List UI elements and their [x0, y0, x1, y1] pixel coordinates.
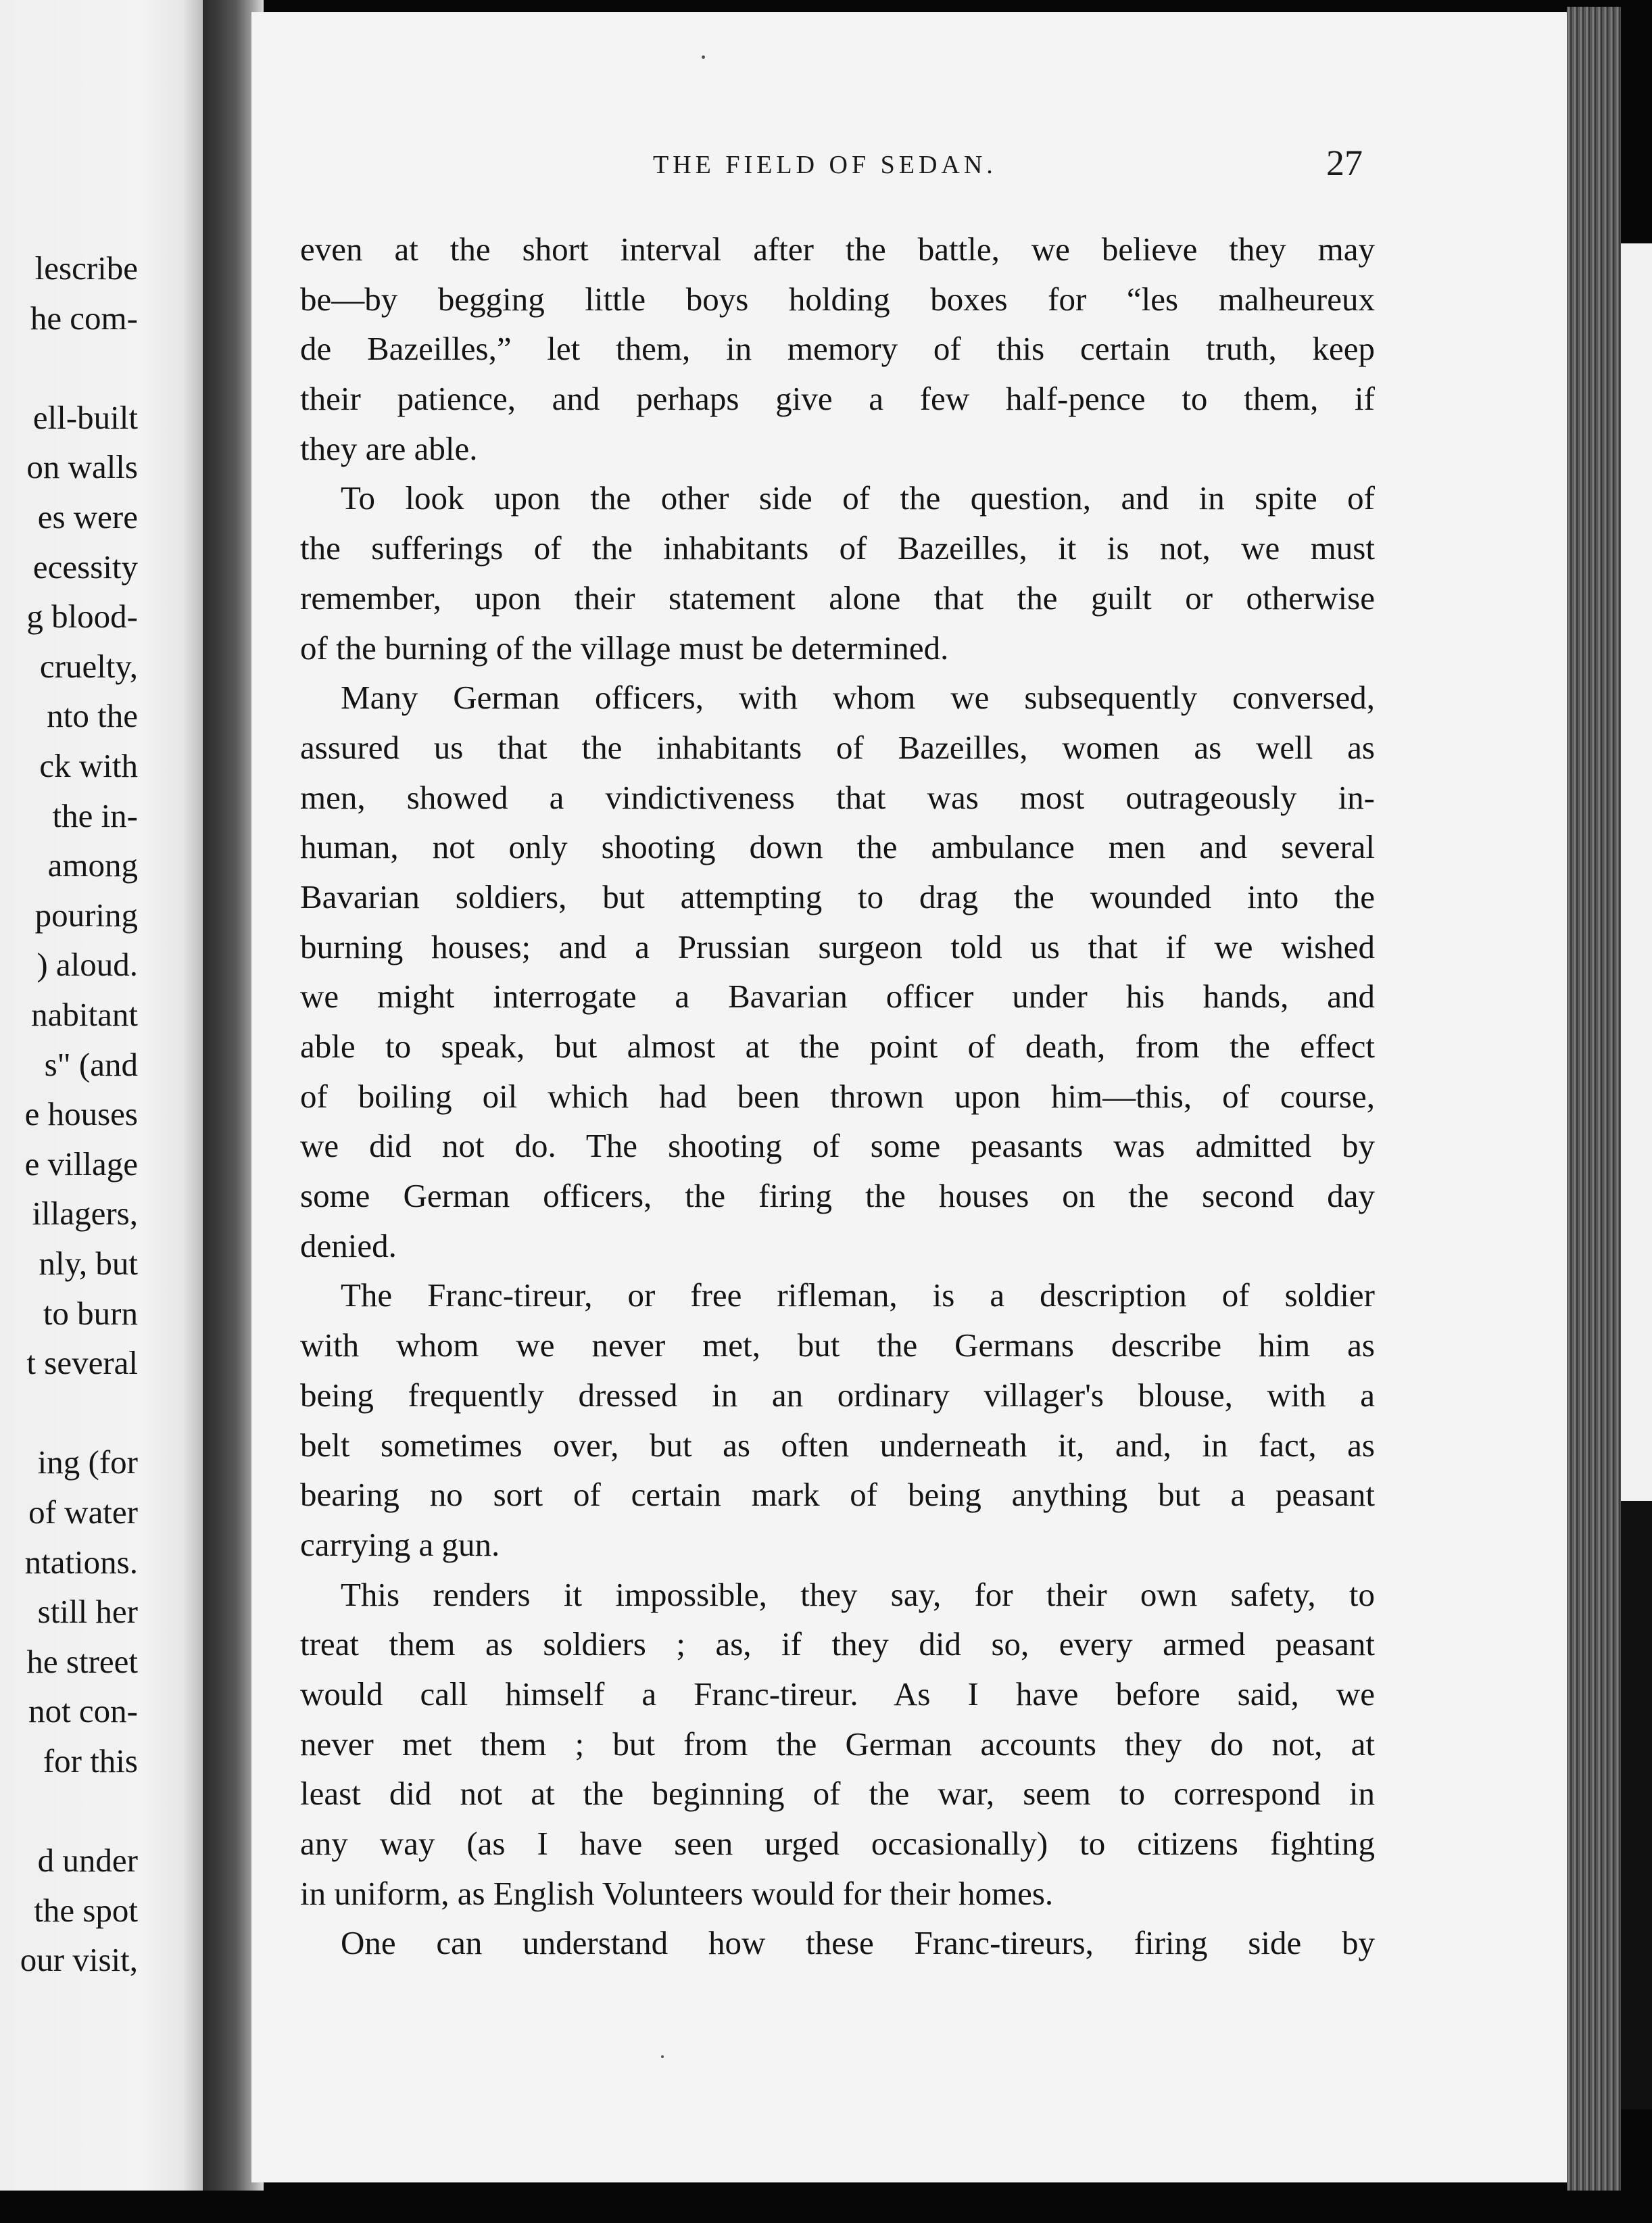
previous-page-line: the spot	[34, 1891, 138, 1929]
previous-page-line: to burn	[43, 1294, 138, 1332]
text-line: able to speak, but almost at the point of death, from the effect	[300, 1028, 1375, 1065]
previous-page-line: es were	[37, 498, 138, 535]
scan-speck	[702, 55, 705, 59]
text-line: they are able.	[300, 429, 478, 467]
previous-page-line: ecessity	[32, 548, 138, 585]
previous-page-line: ell-built	[32, 398, 138, 436]
text-line: burning houses; and a Prussian surgeon told us that if we wished	[300, 928, 1375, 965]
previous-page-line: pouring	[34, 896, 138, 934]
text-line: with whom we never met, but the Germans describe him as	[300, 1326, 1375, 1364]
text-line: be—by begging little boys holding boxes for “les malheureux	[300, 280, 1375, 318]
previous-page-line: nto the	[47, 697, 138, 735]
previous-page-line: he street	[26, 1642, 138, 1680]
text-line: Bavarian soldiers, but attempting to drag the wounded into the	[300, 878, 1375, 915]
previous-page-line: e houses	[24, 1095, 138, 1133]
previous-page-line: nabitant	[31, 996, 138, 1033]
text-line: we did not do. The shooting of some peasants was admitted by	[300, 1127, 1375, 1165]
text-line: some German officers, the firing the houses on the second day	[300, 1177, 1375, 1215]
previous-page-line: nly, but	[39, 1245, 138, 1282]
text-line: the sufferings of the inhabitants of Bazeilles, it is not, we must	[300, 529, 1375, 567]
text-line: any way (as I have seen urged occasionally) to citizens fighting	[300, 1825, 1375, 1862]
previous-page-line: among	[47, 846, 138, 884]
previous-page-line: g blood-	[26, 598, 138, 636]
previous-page-line: for this	[43, 1742, 138, 1779]
previous-page-line: ) aloud.	[37, 946, 138, 984]
previous-page-line: not con-	[28, 1692, 138, 1730]
text-line: would call himself a Franc-tireur. As I have before said, we	[300, 1675, 1375, 1713]
text-line: of the burning of the village must be determined.	[300, 629, 949, 667]
previous-page-line: ing (for	[37, 1443, 138, 1481]
text-line: This renders it impossible, they say, for their own safety, to	[341, 1575, 1375, 1613]
text-line: least did not at the beginning of the war, seem to correspond in	[300, 1775, 1375, 1813]
page-body-text	[300, 224, 1375, 1968]
previous-page-line: d under	[37, 1842, 138, 1880]
previous-page-line: s" (and	[44, 1045, 138, 1083]
page-number: 27	[1326, 143, 1363, 183]
text-line: The Franc-tireur, or free rifleman, is a description of soldier	[341, 1276, 1375, 1314]
text-line: in uniform, as English Volunteers would for their homes.	[300, 1874, 1054, 1912]
previous-page	[0, 0, 203, 2191]
previous-page-line: t several	[26, 1344, 138, 1382]
text-line: denied.	[300, 1226, 397, 1264]
previous-page-line: ntations.	[24, 1543, 138, 1581]
text-line: belt sometimes over, but as often underneath it, and, in fact, as	[300, 1426, 1375, 1464]
text-line: human, not only shooting down the ambulance men and several	[300, 828, 1375, 866]
text-line: never met them ; but from the German accounts they do not, at	[300, 1725, 1375, 1763]
previous-page-line: our visit,	[20, 1941, 138, 1979]
text-line: Many German officers, with whom we subsequently conversed,	[341, 679, 1375, 717]
previous-page-line: he com-	[30, 299, 138, 337]
text-line: bearing no sort of certain mark of being anything but a peasant	[300, 1476, 1375, 1514]
text-line: carrying a gun.	[300, 1525, 500, 1563]
text-line: assured us that the inhabitants of Bazeilles, women as well as	[300, 728, 1375, 766]
running-head: THE FIELD OF SEDAN.	[653, 151, 997, 179]
text-line: their patience, and perhaps give a few half-pence to them, if	[300, 380, 1375, 418]
previous-page-line: lescribe	[34, 249, 138, 287]
text-line: treat them as soldiers ; as, if they did so, every armed peasant	[300, 1625, 1375, 1663]
text-line: even at the short interval after the battle, we believe they may	[300, 231, 1375, 268]
previous-page-line: on walls	[26, 448, 138, 486]
text-line: men, showed a vindictiveness that was most outrageously in-	[300, 778, 1375, 816]
page-edge-highlight	[1621, 243, 1652, 1501]
text-line: To look upon the other side of the question, and in spite of	[341, 479, 1375, 517]
text-line: One can understand how these Franc-tireurs, firing side by	[341, 1924, 1375, 1962]
text-line: being frequently dressed in an ordinary villager's blouse, with a	[300, 1376, 1375, 1414]
scan-speck	[661, 2055, 664, 2058]
text-line: of boiling oil which had been thrown upon him—this, of course,	[300, 1077, 1375, 1115]
text-line: remember, upon their statement alone that the guilt or otherwise	[300, 579, 1375, 617]
text-line: we might interrogate a Bavarian officer under his hands, and	[300, 978, 1375, 1015]
previous-page-line: of water	[28, 1493, 138, 1531]
previous-page-line: ck with	[39, 747, 138, 784]
previous-page-line: still her	[37, 1593, 138, 1631]
previous-page-line: the in-	[52, 796, 138, 834]
text-line: de Bazeilles,” let them, in memory of this certain truth, keep	[300, 330, 1375, 368]
page-edges	[1567, 7, 1621, 2191]
previous-page-line: illagers,	[32, 1195, 138, 1233]
previous-page-line: e village	[24, 1145, 138, 1182]
previous-page-line: cruelty,	[39, 647, 138, 685]
